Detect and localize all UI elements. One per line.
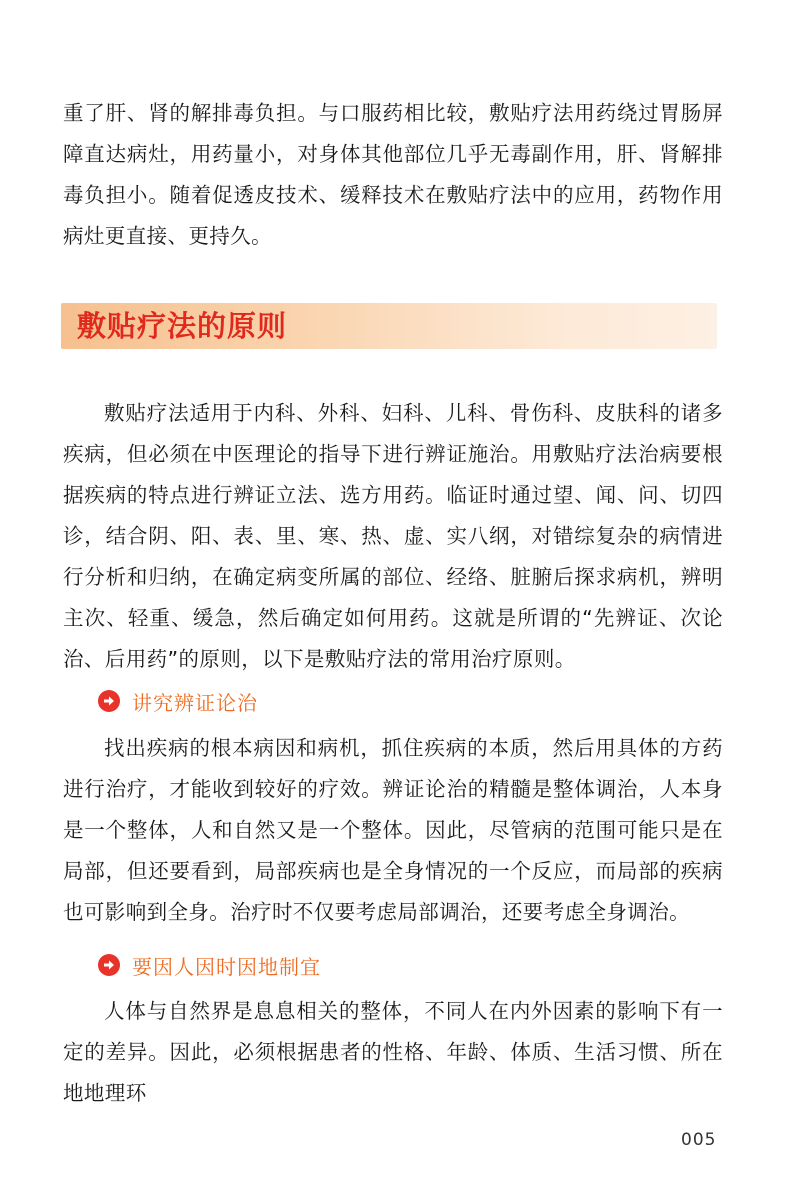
arrow-right-circle-icon: [98, 954, 120, 976]
paragraph-top: 重了肝、肾的解排毒负担。与口服药相比较，敷贴疗法用药绕过胃肠屏障直达病灶，用药量小，对身体其他部位几乎无毒副作用，肝、肾解排毒负担小。随着促透皮技术、缓释技术在敷贴疗法中的应用，药物作用病灶更直接、更持久。: [63, 101, 723, 248]
section-banner: [61, 303, 717, 349]
arrow-right-circle-icon: [98, 690, 120, 712]
section-title: 敷贴疗法的原则: [77, 309, 288, 343]
subheading-2: [98, 950, 321, 980]
subsection-2-body: 人体与自然界是息息相关的整体，不同人在内外因素的影响下有一定的差异。因此，必须根据患者的性格、年龄、体质、生活习惯、所在地地理环: [63, 999, 723, 1105]
subheading-2-text: 要因人因时因地制宜: [132, 954, 321, 979]
section-intro: 敷贴疗法适用于内科、外科、妇科、儿科、骨伤科、皮肤科的诸多疾病，但必须在中医理论的指导下进行辨证施治。用敷贴疗法治病要根据疾病的特点进行辨证立法、选方用药。临证时通过望、闻、问、切四诊，结合阴、阳、表、里、寒、热、虚、实八纲，对错综复杂的病情进行分析和归纳，在确定病变所属的部位、经络、脏腑后探求病机，辨明主次、轻重、缓急，然后确定如何用药。这就是所谓的“先辨证、次论治、后用药”的原则，以下是敷贴疗法的常用治疗原则。: [63, 401, 723, 671]
subsection-1-body: 找出疾病的根本病因和病机，抓住疾病的本质，然后用具体的方药进行治疗，才能收到较好的疗效。辨证论治的精髓是整体调治，人本身是一个整体，人和自然又是一个整体。因此，尽管病的范围可能只是在局部，但还要看到，局部疾病也是全身情况的一个反应，而局部的疾病也可影响到全身。治疗时不仅要考虑局部调治，还要考虑全身调治。: [63, 736, 723, 924]
subheading-1: [98, 686, 258, 716]
page-number: 005: [681, 1130, 717, 1150]
subheading-1-text: 讲究辨证论治: [132, 690, 258, 715]
